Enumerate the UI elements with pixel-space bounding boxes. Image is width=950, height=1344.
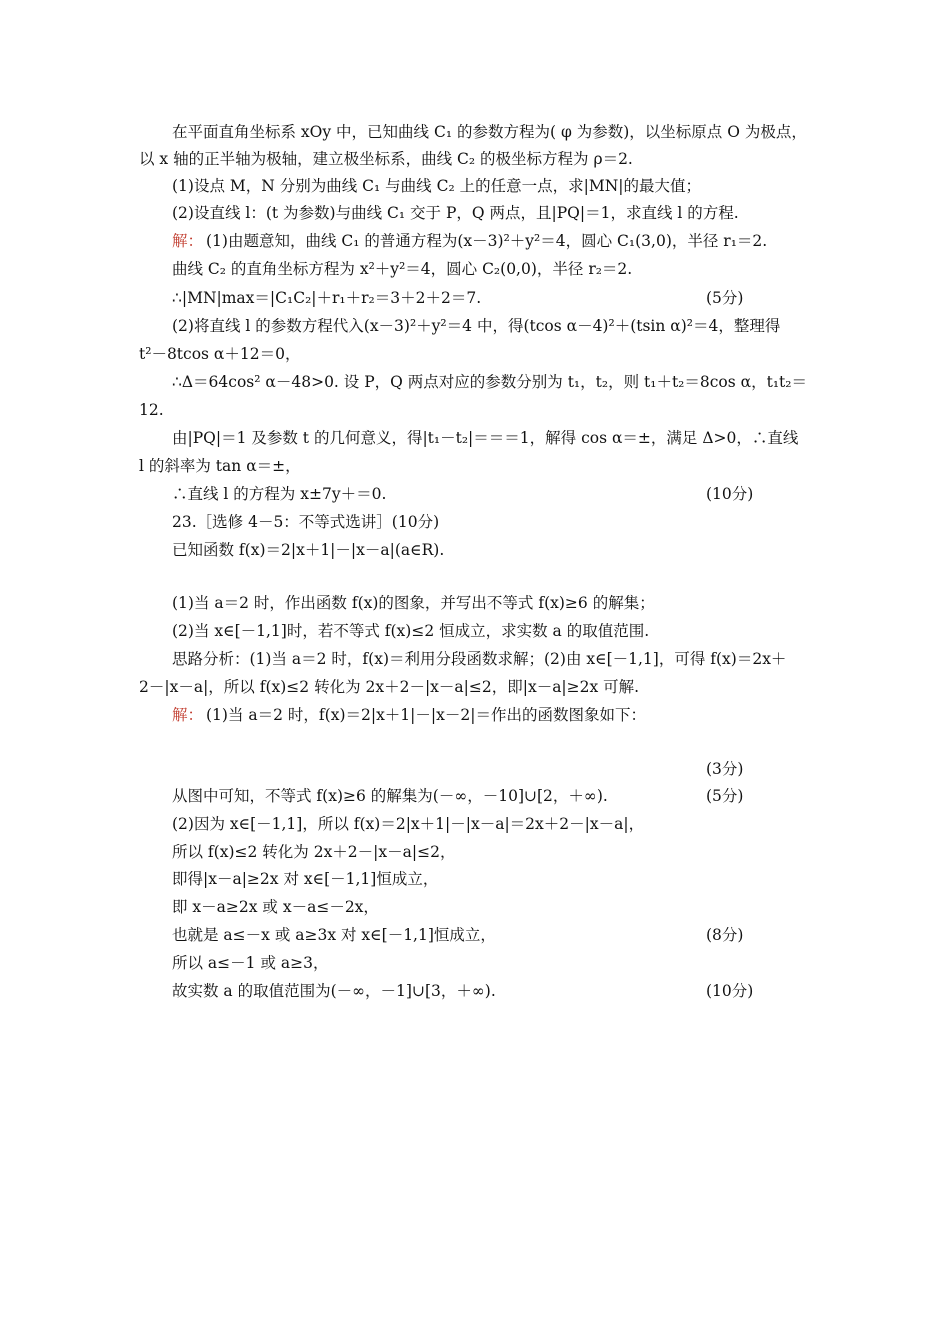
text-line	[0, 481, 950, 507]
score-marker: (10分)	[706, 485, 754, 503]
text-line	[0, 894, 950, 920]
line-text: (2)设直线 l：(t 为参数)与曲线 C₁ 交于 P，Q 两点，且|PQ|＝1，求直线 l 的方程.	[172, 204, 739, 222]
text-line	[0, 425, 950, 451]
line-text: ∴|MN|max＝|C₁C₂|＋r₁＋r₂＝3＋2＋2＝7.	[172, 289, 482, 307]
line-text: 所以 a≤－1 或 a≥3，	[172, 954, 329, 972]
score-marker: (8分)	[706, 926, 744, 944]
text-line	[0, 978, 950, 1004]
text-line	[0, 811, 950, 837]
line-text: 即 x－a≥2x 或 x－a≤－2x，	[172, 898, 379, 916]
text-line	[0, 256, 950, 282]
line-text: 曲线 C₂ 的直角坐标方程为 x²＋y²＝4，圆心 C₂(0,0)，半径 r₂＝2.	[172, 260, 633, 278]
solution-label: 解：	[172, 706, 204, 724]
line-text: 即得|x－a|≥2x 对 x∈[－1,1]恒成立，	[172, 870, 439, 888]
text-line	[0, 146, 950, 172]
text-line	[0, 341, 950, 367]
score-marker: (10分)	[706, 982, 754, 1000]
line-text: (1)由题意知，曲线 C₁ 的普通方程为(x－3)²＋y²＝4，圆心 C₁(3,0)，半径 r₁＝2.	[206, 232, 768, 250]
score-marker: (5分)	[706, 787, 744, 805]
line-text: (2)将直线 l 的参数方程代入(x－3)²＋y²＝4 中，得(tcos α－4)²＋(tsin α)²＝4，整理得	[172, 317, 781, 335]
line-text: 在平面直角坐标系 xOy 中，已知曲线 C₁ 的参数方程为( φ 为参数)，以坐标原点 O 为极点，	[172, 123, 807, 141]
text-line	[0, 756, 950, 782]
line-text: 思路分析：(1)当 a＝2 时，f(x)＝利用分段函数求解；(2)由 x∈[－1,1]，可得 f(x)＝2x＋	[172, 650, 787, 668]
text-line	[0, 674, 950, 700]
line-text: 故实数 a 的取值范围为(－∞，－1]∪[3，＋∞).	[172, 982, 496, 1000]
text-line	[0, 702, 950, 728]
line-text: (2)因为 x∈[－1,1]，所以 f(x)＝2|x＋1|－|x－a|＝2x＋2－|x－a|，	[172, 815, 645, 833]
line-text: t²－8tcos α＋12＝0，	[139, 345, 301, 363]
line-text: 已知函数 f(x)＝2|x＋1|－|x－a|(a∈R).	[172, 541, 445, 559]
line-text: (1)当 a＝2 时，f(x)＝2|x＋1|－|x－2|＝作出的函数图象如下：	[206, 706, 646, 724]
line-text: 也就是 a≤－x 或 a≥3x 对 x∈[－1,1]恒成立，	[172, 926, 496, 944]
text-line	[0, 397, 950, 423]
line-text: 23.［选修 4－5：不等式选讲］(10分)	[172, 513, 440, 531]
text-line	[0, 228, 950, 254]
line-text: l 的斜率为 tan α＝±，	[139, 457, 301, 475]
text-line	[0, 537, 950, 563]
text-line	[0, 839, 950, 865]
text-line	[0, 618, 950, 644]
text-line	[0, 922, 950, 948]
text-line	[0, 173, 950, 199]
text-line	[0, 783, 950, 809]
text-line	[0, 950, 950, 976]
score-marker: (3分)	[706, 760, 744, 778]
line-text: (1)当 a＝2 时，作出函数 f(x)的图象，并写出不等式 f(x)≥6 的解集；	[172, 594, 655, 612]
text-line	[0, 119, 950, 145]
text-line	[0, 509, 950, 535]
line-text: 12.	[139, 401, 164, 419]
line-text: 由|PQ|＝1 及参数 t 的几何意义，得|t₁－t₂|＝＝＝1，解得 cos α＝±，满足 Δ>0，∴直线	[172, 429, 799, 447]
text-line	[0, 590, 950, 616]
line-text: (2)当 x∈[－1,1]时，若不等式 f(x)≤2 恒成立，求实数 a 的取值范围.	[172, 622, 650, 640]
score-marker: (5分)	[706, 289, 744, 307]
line-text: (1)设点 M，N 分别为曲线 C₁ 与曲线 C₂ 上的任意一点，求|MN|的最大值；	[172, 177, 701, 195]
text-line	[0, 313, 950, 339]
text-line	[0, 369, 950, 395]
text-line	[0, 285, 950, 311]
line-text: 2－|x－a|，所以 f(x)≤2 转化为 2x＋2－|x－a|≤2，即|x－a|≥2x 可解.	[139, 678, 640, 696]
text-line	[0, 200, 950, 226]
solution-label: 解：	[172, 232, 204, 250]
text-line	[0, 866, 950, 892]
line-text: 以 x 轴的正半轴为极轴，建立极坐标系，曲线 C₂ 的极坐标方程为 ρ＝2.	[139, 150, 633, 168]
line-text: 从图中可知，不等式 f(x)≥6 的解集为(－∞，－10]∪[2，＋∞).	[172, 787, 608, 805]
line-text: ∴直线 l 的方程为 x±7y＋＝0.	[172, 485, 387, 503]
line-text: 所以 f(x)≤2 转化为 2x＋2－|x－a|≤2，	[172, 843, 456, 861]
text-line	[0, 646, 950, 672]
text-line	[0, 453, 950, 479]
line-text: ∴Δ＝64cos² α－48>0. 设 P，Q 两点对应的参数分别为 t₁，t₂，则 t₁＋t₂＝8cos α，t₁t₂＝	[172, 373, 808, 391]
